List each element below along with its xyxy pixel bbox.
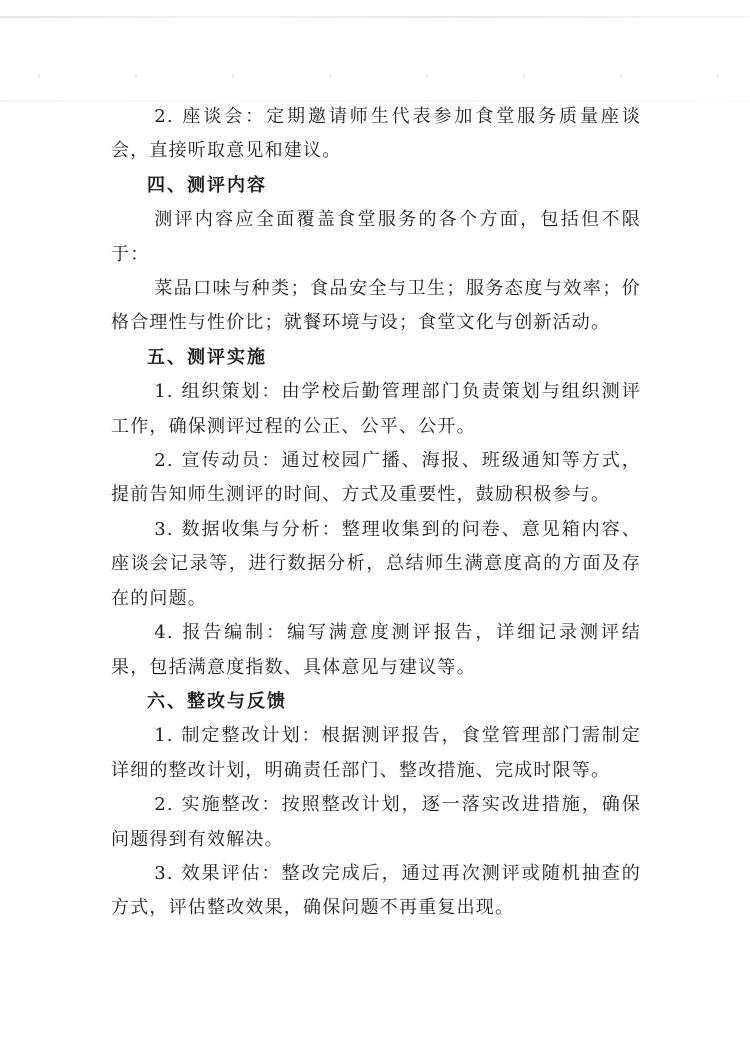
- section-heading-4: 四、测评内容: [147, 174, 267, 196]
- document-page: [111, 100, 641, 926]
- section-heading-5: 五、测评实施: [147, 346, 267, 368]
- paragraph-implementation: 2. 实施整改：按照整改计划，逐一落实改进措施，确保问题得到有效解决。: [111, 794, 641, 850]
- paragraph-publicity: 2. 宣传动员：通过校园广播、海报、班级通知等方式，提前告知师生测评的时间、方式及重要性，鼓励积极参与。: [111, 450, 641, 506]
- scan-noise: [0, 74, 750, 78]
- scan-edge-top: [0, 16, 750, 18]
- section-heading-6: 六、整改与反馈: [147, 690, 287, 712]
- paragraph-organize: 1. 组织策划：由学校后勤管理部门负责策划与组织测评工作，确保测评过程的公正、公平、公开。: [111, 381, 641, 437]
- paragraph-report: 4. 报告编制：编写满意度测评报告，详细记录测评结果，包括满意度指数、具体意见与建议等。: [111, 622, 641, 678]
- paragraph-rectification-plan: 1. 制定整改计划：根据测评报告，食堂管理部门需制定详细的整改计划，明确责任部门、整改措施、完成时限等。: [111, 725, 641, 781]
- paragraph-data-analysis: 3. 数据收集与分析：整理收集到的问卷、意见箱内容、座谈会记录等，进行数据分析，总结师生满意度高的方面及存在的问题。: [111, 518, 641, 609]
- paragraph-evaluation-items: 菜品口味与种类；食品安全与卫生；服务态度与效率；价格合理性与性价比；就餐环境与设；食堂文化与创新活动。: [111, 278, 641, 334]
- paragraph-seminar: 2. 座谈会：定期邀请师生代表参加食堂服务质量座谈会，直接听取意见和建议。: [111, 106, 641, 162]
- paragraph-effect-evaluation: 3. 效果评估：整改完成后，通过再次测评或随机抽查的方式，评估整改效果，确保问题不再重复出现。: [111, 862, 641, 919]
- paragraph-evaluation-scope: 测评内容应全面覆盖食堂服务的各个方面，包括但不限于：: [111, 209, 641, 265]
